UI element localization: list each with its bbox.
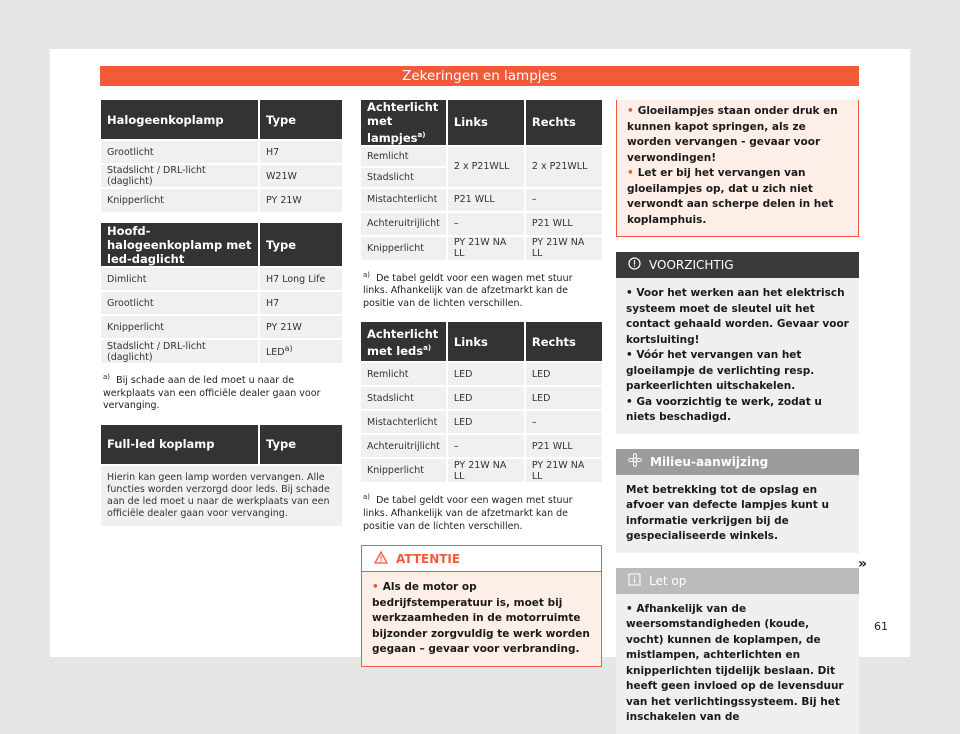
header-text: Achterlicht met leds	[367, 326, 439, 358]
table-row	[361, 434, 602, 458]
table-row	[101, 339, 342, 363]
continue-arrow: »	[858, 556, 868, 572]
voorzichtig-body	[616, 278, 859, 434]
table-cell: Mistachterlicht	[361, 410, 447, 434]
table-header: Type	[259, 223, 342, 267]
table-cell: H7	[259, 140, 342, 164]
milieu-title: Milieu-aanwijzing	[650, 454, 769, 469]
attentie-continued-box	[616, 100, 859, 237]
table-cell: 2 x P21WLL	[447, 146, 525, 188]
attentie-box	[361, 545, 602, 667]
list-item: • Vóór het vervangen van het gloeilampje de verlichting resp. parkeerlichten uitschakelen.	[626, 349, 815, 392]
footnote-mark: a)	[103, 373, 111, 381]
table-row	[101, 315, 342, 339]
table-cell: PY 21W NA LL	[525, 458, 602, 482]
milieu-header	[616, 449, 859, 475]
rear-lamp-table	[361, 100, 602, 260]
table-row	[361, 146, 602, 167]
table-cell: Stadslicht	[361, 167, 447, 188]
table-cell: H7	[259, 291, 342, 315]
footnote-mark: a)	[363, 493, 371, 502]
column-left	[101, 100, 342, 526]
column-right	[616, 100, 859, 734]
table-cell: Knipperlicht	[361, 458, 447, 482]
list-item: • Afhankelijk van de weersomstandigheden (koude, vocht) kunnen de koplampen, de mistlampen, achterlichten en knipperlichten tijdelijk beslaan. Dit heeft geen invloed op de levensduur van het verlichtingssysteem. Bij het inschakelen van de	[626, 602, 844, 723]
table-header: Links	[447, 322, 525, 362]
list-item: • Voor het werken aan het elektrisch systeem moet de sleutel uit het contact gehaald worden. Gevaar voor kortsluiting!	[626, 287, 849, 346]
table-cell: PY 21W NA LL	[447, 236, 525, 260]
table-cell: LED	[447, 386, 525, 410]
list-item: • Gloeilampjes staan onder druk en kunnen kapot springen, als ze worden vervangen - gevaar voor verwondingen!	[627, 105, 838, 164]
attentie-title: ATTENTIE	[396, 551, 461, 566]
table-cell: LED	[447, 410, 525, 434]
table-cell: –	[525, 188, 602, 212]
table-cell: Stadslicht	[361, 386, 447, 410]
footnote-mark: a)	[363, 270, 371, 279]
table-cell	[259, 339, 342, 363]
table-header: Links	[447, 100, 525, 146]
table-cell: Knipperlicht	[361, 236, 447, 260]
table-cell: W21W	[259, 164, 342, 188]
letop-body	[616, 594, 859, 734]
footnote	[361, 269, 602, 311]
halogen-led-table	[101, 223, 342, 363]
table-cell: Dimlicht	[101, 267, 259, 291]
footnote-mark: a)	[423, 343, 432, 352]
rear-led-table	[361, 322, 602, 482]
halogen-table	[101, 100, 342, 212]
table-row	[101, 291, 342, 315]
item-text: Let er bij het vervangen van gloeilampjes op, dat u zich niet verwondt aan scherpe delen in het koplamphuis.	[627, 167, 834, 226]
table-cell: 2 x P21WLL	[525, 146, 602, 188]
table-cell: PY 21W NA LL	[525, 236, 602, 260]
exclamation-circle-icon	[628, 257, 641, 273]
item-text: Als de motor op bedrijfstemperatuur is, moet bij werkzaamheden in de motorruimte bijzonder zorgvuldig te werk worden gegaan – gevaar voor verbranding.	[372, 581, 590, 656]
table-cell: LED	[525, 362, 602, 386]
table-cell: Knipperlicht	[101, 188, 259, 212]
table-header: Rechts	[525, 322, 602, 362]
footnote-mark: a)	[417, 131, 426, 139]
table-row	[101, 188, 342, 212]
table-cell: Hierin kan geen lamp worden vervangen. Alle functies worden verzorgd door leds. Bij schade aan de led moet u naar de werkplaats van een officiële dealer gaan voor vervanging.	[101, 465, 342, 526]
list-item: • Als de motor op bedrijfstemperatuur is, moet bij werkzaamheden in de motorruimte bijzonder zorgvuldig te werk worden gegaan – gevaar voor verbranding.	[372, 581, 590, 656]
table-header	[361, 100, 447, 146]
warning-triangle-icon	[374, 551, 388, 567]
table-row	[361, 212, 602, 236]
info-icon	[628, 573, 641, 589]
table-header: Type	[259, 100, 342, 140]
letop-title: Let op	[649, 573, 687, 588]
table-header	[361, 322, 447, 362]
table-cell: LED	[447, 362, 525, 386]
table-cell: Stadslicht / DRL-licht (daglicht)	[101, 164, 259, 188]
leaf-icon	[628, 453, 642, 470]
table-cell: Knipperlicht	[101, 315, 259, 339]
voorzichtig-title: VOORZICHTIG	[649, 258, 734, 272]
table-cell: Stadslicht / DRL-licht (daglicht)	[101, 339, 259, 363]
table-row	[361, 362, 602, 386]
table-row	[361, 410, 602, 434]
item-text: Gloeilampjes staan onder druk en kunnen kapot springen, als ze worden vervangen - gevaar voor verwondingen!	[627, 105, 838, 164]
table-row	[361, 386, 602, 410]
letop-header	[616, 568, 859, 594]
letop-box	[616, 568, 859, 734]
footnote	[361, 491, 602, 533]
item-text: Afhankelijk van de weersomstandigheden (koude, vocht) kunnen de koplampen, de mistlampen, achterlichten en knipperlichten tijdelijk beslaan. Dit heeft geen invloed op de levensduur van het verlichtingssysteem. Bij het inschakelen van de	[626, 602, 844, 723]
column-middle	[361, 100, 602, 667]
table-cell: Grootlicht	[101, 140, 259, 164]
table-cell: PY 21W NA LL	[447, 458, 525, 482]
table-cell: PY 21W	[259, 188, 342, 212]
footnote-text: Bij schade aan de led moet u naar de werkplaats van een officiële dealer gaan voor vervanging.	[103, 375, 321, 412]
full-led-table	[101, 425, 342, 526]
table-cell: –	[525, 410, 602, 434]
table-cell: PY 21W	[259, 315, 342, 339]
table-row	[101, 267, 342, 291]
table-cell: Remlicht	[361, 146, 447, 167]
table-cell: –	[447, 212, 525, 236]
attentie-continued-body	[617, 100, 858, 236]
table-cell: Remlicht	[361, 362, 447, 386]
voorzichtig-box	[616, 252, 859, 434]
table-cell: P21 WLL	[525, 212, 602, 236]
attentie-body	[362, 572, 601, 666]
attentie-header	[362, 546, 601, 572]
table-cell: Mistachterlicht	[361, 188, 447, 212]
table-cell: Achteruitrijlicht	[361, 212, 447, 236]
table-header: Full-led koplamp	[101, 425, 259, 465]
table-row	[101, 164, 342, 188]
table-row	[361, 236, 602, 260]
table-row	[101, 465, 342, 526]
table-row	[101, 140, 342, 164]
footnote-text: De tabel geldt voor een wagen met stuur links. Afhankelijk van de afzetmarkt kan de positie van de lichten verschillen.	[363, 272, 573, 309]
footnote	[101, 371, 342, 413]
table-header: Hoofd-halogeenkoplamp met led-daglicht	[101, 223, 259, 267]
milieu-box	[616, 449, 859, 553]
item-text: Ga voorzichtig te werk, zodat u niets beschadigd.	[626, 395, 822, 423]
page-number: 61	[874, 620, 888, 633]
table-cell: Achteruitrijlicht	[361, 434, 447, 458]
list-item: • Ga voorzichtig te werk, zodat u niets beschadigd.	[626, 395, 822, 423]
item-text: Voor het werken aan het elektrisch systeem moet de sleutel uit het contact gehaald worden. Gevaar voor kortsluiting!	[626, 287, 849, 346]
footnote-mark: a)	[284, 344, 293, 354]
list-item: • Let er bij het vervangen van gloeilampjes op, dat u zich niet verwondt aan scherpe delen in het koplamphuis.	[627, 167, 834, 226]
table-row	[361, 458, 602, 482]
item-text: Vóór het vervangen van het gloeilampje de verlichting resp. parkeerlichten uitschakelen.	[626, 349, 815, 392]
table-header: Rechts	[525, 100, 602, 146]
table-header: Halogeenkoplamp	[101, 100, 259, 140]
page-header: Zekeringen en lampjes	[100, 66, 859, 86]
table-cell: P21 WLL	[525, 434, 602, 458]
cell-text: LED	[266, 347, 285, 359]
milieu-body: Met betrekking tot de opslag en afvoer van defecte lampjes kunt u informatie verkrijgen bij de gespecialiseerde winkels.	[626, 483, 829, 542]
table-header: Type	[259, 425, 342, 465]
table-cell: –	[447, 434, 525, 458]
header-text: Achterlicht met lampjes	[367, 100, 439, 145]
footnote-text: De tabel geldt voor een wagen met stuur links. Afhankelijk van de afzetmarkt kan de positie van de lichten verschillen.	[363, 495, 573, 532]
table-cell: P21 WLL	[447, 188, 525, 212]
table-row	[361, 188, 602, 212]
table-cell: H7 Long Life	[259, 267, 342, 291]
table-cell: Grootlicht	[101, 291, 259, 315]
table-cell: LED	[525, 386, 602, 410]
voorzichtig-header	[616, 252, 859, 278]
